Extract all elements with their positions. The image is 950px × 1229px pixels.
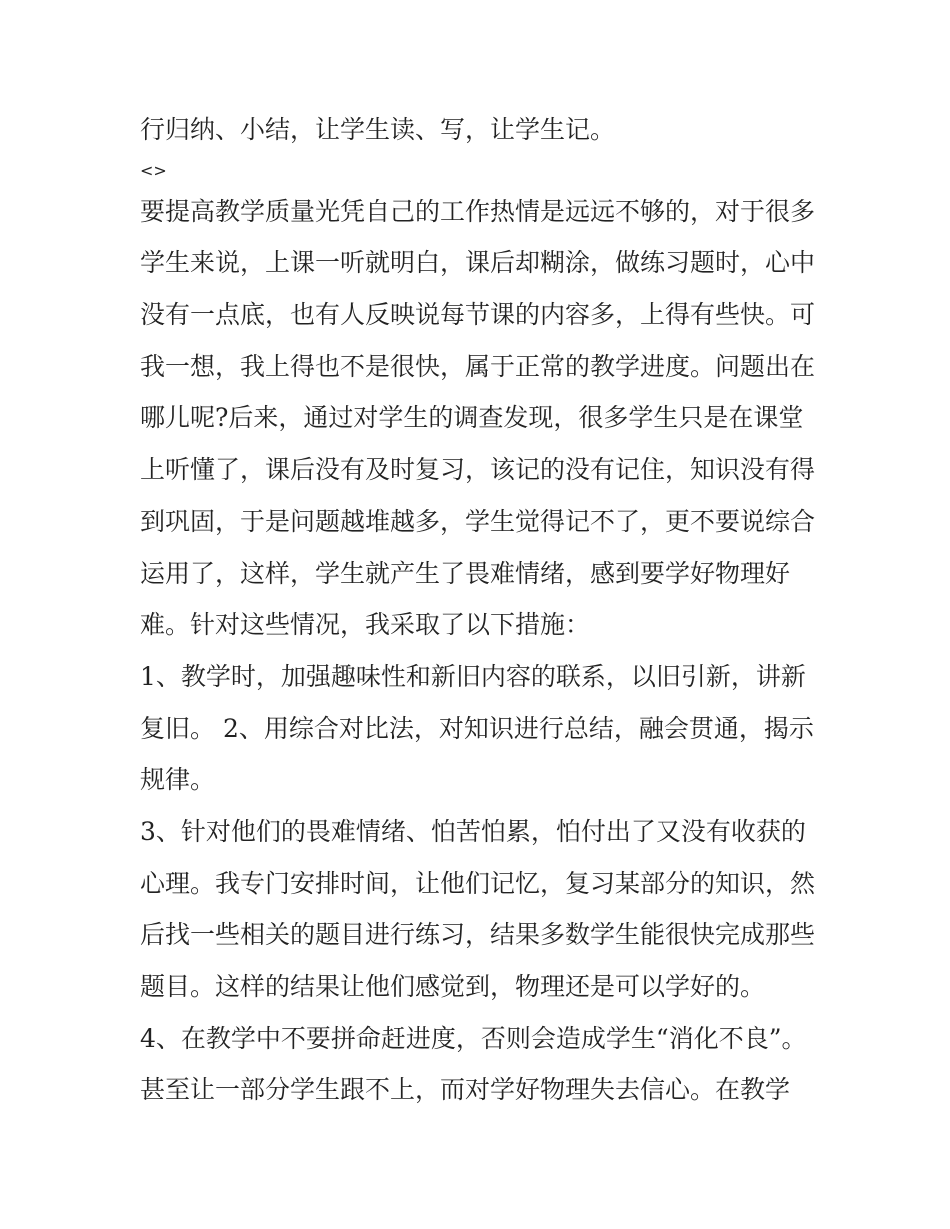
text-line: <> [140,160,167,180]
text-line: 运用了，这样，学生就产生了畏难情绪，感到要学好物理好 [140,558,791,588]
text-line: 没有一点底，也有人反映说每节课的内容多，上得有些快。可 [140,300,816,330]
text-line: 学生来说，上课一听就明白，课后却糊涂，做练习题时，心中 [140,248,816,278]
document-body [140,104,820,1116]
text-line: 行归纳、小结，让学生读、写，让学生记。 [140,115,616,144]
text-line: 心理。我专门安排时间，让他们记忆，复习某部分的知识，然 [140,868,816,898]
text-line: 1、教学时，加强趣味性和新旧内容的联系，以旧引新，讲新 [140,661,806,691]
text-line: 要提高教学质量光凭自己的工作热情是远远不够的，对于很多 [140,196,816,226]
text-line: 题目。这样的结果让他们感觉到，物理还是可以学好的。 [140,972,766,1001]
text-line: 规律。 [140,765,216,795]
text-line: 甚至让一部分学生跟不上，而对学好物理失去信心。在教学 [140,1075,791,1105]
text-line: 后找一些相关的题目进行练习，结果多数学生能很快完成那些 [140,920,816,950]
text-line: 我一想，我上得也不是很快，属于正常的教学进度。问题出在 [140,351,816,381]
text-line: 3、针对他们的畏难情绪、怕苦怕累，怕付出了又没有收获的 [140,816,806,846]
text-line: 到巩固，于是问题越堆越多，学生觉得记不了，更不要说综合 [140,506,816,536]
text-line: 4、在教学中不要拼命赶进度，否则会造成学生“消化不良”。 [140,1023,807,1053]
text-line: 上听懂了，课后没有及时复习，该记的没有记住，知识没有得 [140,455,816,485]
text-line: 难。针对这些情况，我采取了以下措施： [140,610,591,640]
text-line: 复旧。 2、用综合对比法，对知识进行总结，融会贯通，揭示 [140,713,814,743]
text-line: 哪儿呢?后来，通过对学生的调查发现，很多学生只是在课堂 [140,403,804,433]
